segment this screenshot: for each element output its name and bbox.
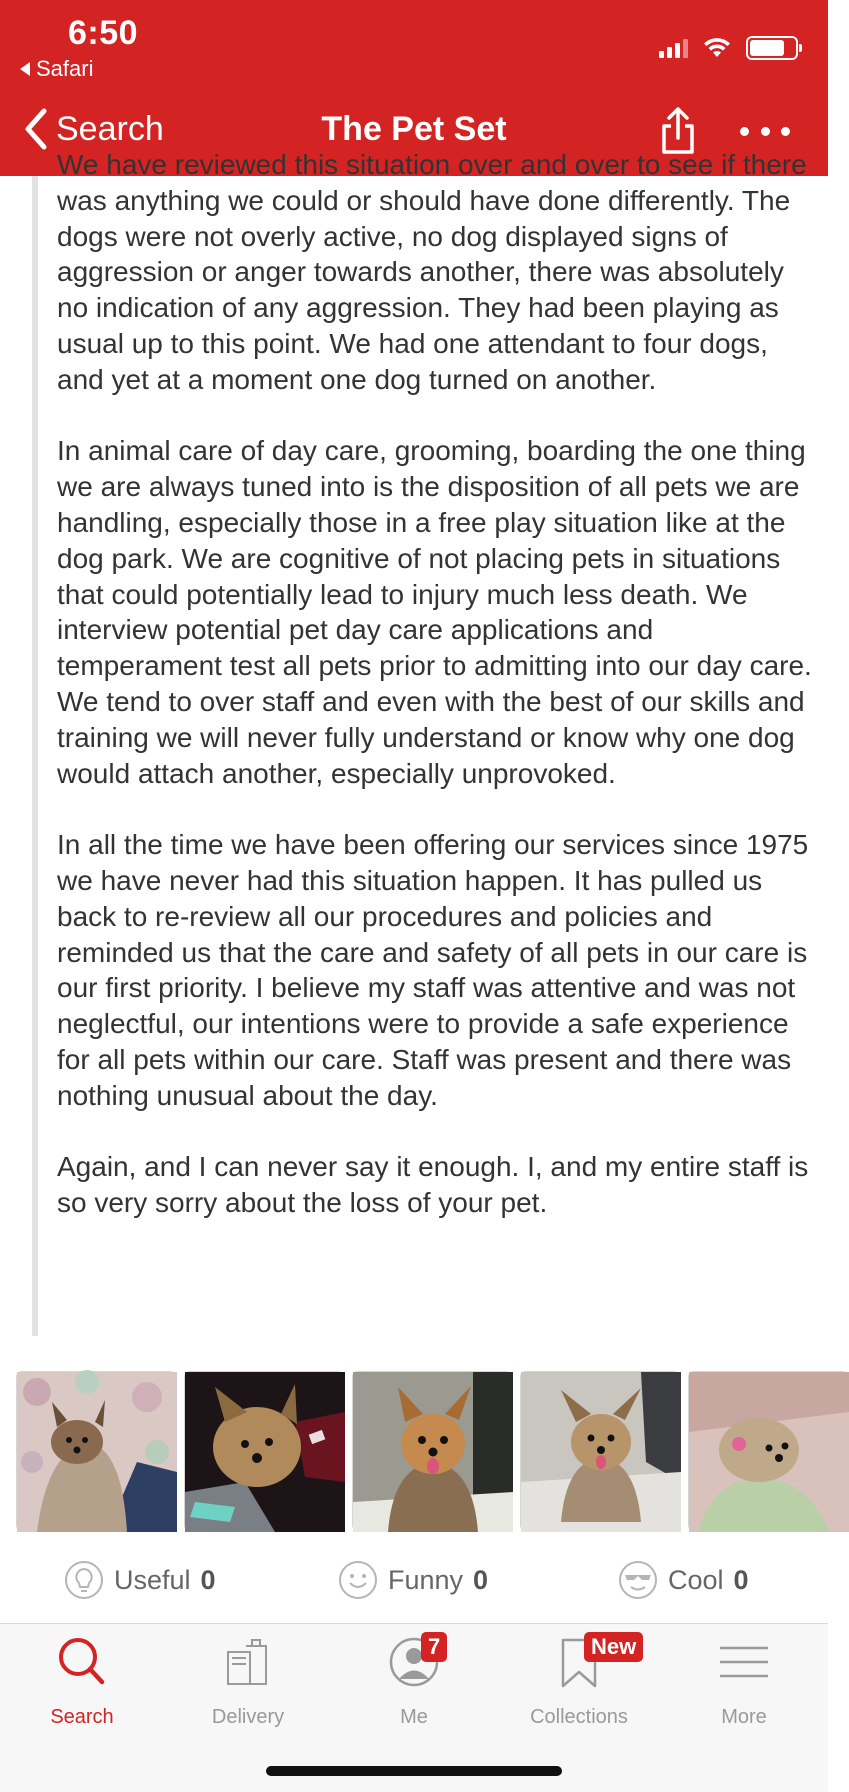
- photo-4[interactable]: [520, 1371, 680, 1531]
- status-icons: [659, 36, 798, 60]
- cellular-signal-icon: [659, 38, 688, 58]
- me-badge: 7: [421, 1632, 447, 1662]
- review-paragraph: Again, and I can never say it enough. I, and my entire staff is so very sorry about the loss of your pet.: [57, 1151, 809, 1219]
- smile-icon: [338, 1560, 378, 1600]
- photo-strip[interactable]: [16, 1371, 828, 1531]
- more-icon: [740, 127, 749, 136]
- delivery-bag-icon: [216, 1634, 280, 1690]
- tab-delivery[interactable]: [173, 1624, 323, 1744]
- tab-collections[interactable]: [504, 1624, 654, 1744]
- photo-5[interactable]: [688, 1371, 848, 1531]
- cool-button[interactable]: [618, 1555, 749, 1605]
- review-body: [0, 149, 828, 1336]
- back-to-safari[interactable]: [20, 56, 93, 82]
- review-text: [57, 147, 821, 1257]
- tab-delivery-label: Delivery: [211, 1706, 285, 1728]
- more-button[interactable]: [740, 118, 790, 144]
- yorkie-photo-3: [353, 1372, 513, 1532]
- sunglasses-icon: [618, 1560, 658, 1600]
- review-paragraph: We have reviewed this situation over and over to see if there was anything we could or should have done differently. The dogs were not overly active, no dog displayed signs of aggression or anger towards another, there was absolutely no indication of any aggression. They had been playing as usual up to this point. We had one attendant to four dogs, and yet at a moment one dog turned on another.: [57, 149, 807, 395]
- tab-me[interactable]: [339, 1624, 489, 1744]
- cool-label: Cool: [668, 1564, 724, 1595]
- useful-count: 0: [200, 1564, 216, 1595]
- yorkie-photo-1: [17, 1372, 177, 1532]
- collections-badge: New: [584, 1632, 643, 1662]
- menu-lines-icon: [712, 1634, 776, 1690]
- funny-count: 0: [473, 1564, 489, 1595]
- back-app-label: Safari: [36, 56, 94, 81]
- photo-1[interactable]: [16, 1371, 176, 1531]
- chevron-left-icon: [24, 108, 48, 150]
- photo-3[interactable]: [352, 1371, 512, 1531]
- page-title: The Pet Set: [321, 110, 507, 148]
- status-time: 6:50: [68, 14, 139, 52]
- review-paragraph: In animal care of day care, grooming, boarding the one thing we are always tuned into is the disposition of all pets we are handling, especially those in a free play situation like at the dog park. We are cognitive of not placing pets in situations that could potentially lead to injury much less death. We interview potential pet day care applications and temperament test all pets prior to admitting into our day care. We tend to over staff and even with the best of our skills and training we will never fully understand or know why one dog would attach another, especially unprovoked.: [57, 435, 812, 789]
- tab-more-label: More: [721, 1706, 767, 1728]
- funny-button[interactable]: [338, 1555, 488, 1605]
- tab-search[interactable]: [7, 1624, 157, 1744]
- home-indicator[interactable]: [266, 1766, 562, 1776]
- nav-back-button[interactable]: [24, 108, 164, 150]
- reaction-bar: [0, 1555, 828, 1605]
- tab-collections-label: Collections: [530, 1706, 628, 1728]
- funny-label: Funny: [388, 1564, 464, 1595]
- tab-bar: [0, 1623, 828, 1792]
- nav-back-label: Search: [56, 109, 164, 148]
- photo-2[interactable]: [184, 1371, 344, 1531]
- tab-more[interactable]: [669, 1624, 819, 1744]
- wifi-icon: [702, 37, 732, 59]
- yorkie-photo-4: [521, 1372, 681, 1532]
- lightbulb-icon: [64, 1560, 104, 1600]
- tab-me-label: Me: [400, 1706, 428, 1728]
- review-paragraph: In all the time we have been offering our services since 1975 we have never had this situation happen. It has pulled us back to re-review all our procedures and policies and reminded us that the care and safety of all pets in our care is our first priority. I believe my staff was attentive and was not neglectful, our intentions were to provide a safe experience for all pets within our care. Staff was present and there was nothing unusual about the day.: [57, 829, 809, 1111]
- tab-search-label: Search: [50, 1706, 114, 1728]
- yorkie-photo-5: [689, 1372, 849, 1532]
- yorkie-photo-2: [185, 1372, 345, 1532]
- useful-button[interactable]: [64, 1555, 216, 1605]
- useful-label: Useful: [114, 1564, 191, 1595]
- quote-bar: [32, 176, 38, 1336]
- back-triangle-icon: [20, 62, 30, 76]
- cool-count: 0: [733, 1564, 749, 1595]
- battery-icon: [746, 36, 798, 60]
- search-icon: [50, 1634, 114, 1690]
